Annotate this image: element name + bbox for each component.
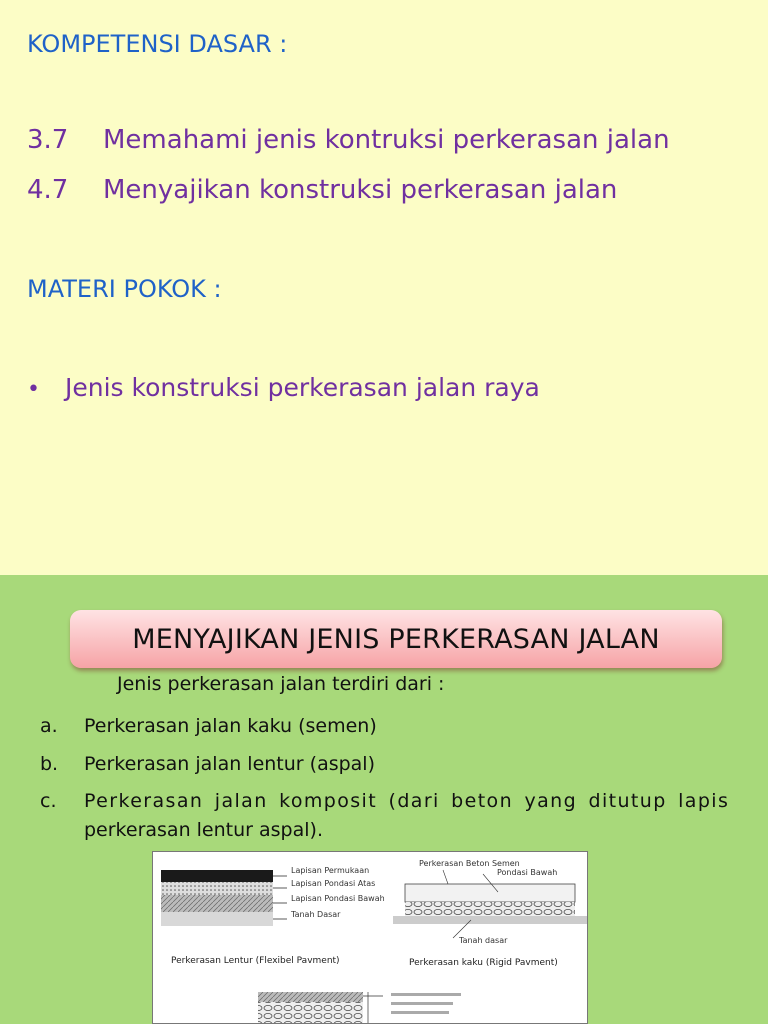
flex-layer-label: Lapisan Pondasi Bawah [291, 894, 385, 903]
materi-bullet [27, 373, 540, 402]
list-item [40, 790, 729, 812]
flex-caption: Perkerasan Lentur (Flexibel Pavment) [171, 956, 340, 966]
list-text: Perkerasan jalan lentur (aspal) [84, 753, 376, 775]
list-item [40, 715, 377, 737]
list-text: Perkerasan jalan kaku (semen) [84, 715, 377, 737]
flex-layer-label: Tanah Dasar [291, 910, 341, 919]
flex-layer-surface [161, 870, 273, 882]
competency-item [27, 125, 670, 155]
competency-number: 4.7 [27, 175, 69, 205]
list-label: b. [40, 753, 59, 775]
materi-text: Jenis konstruksi perkerasan jalan raya [65, 373, 540, 402]
pavement-diagram [152, 851, 588, 1024]
flex-layer-subgrade [161, 912, 273, 926]
intro-text: Jenis perkerasan jalan terdiri dari : [117, 673, 445, 695]
rigid-slab [405, 884, 575, 902]
competency-item [27, 175, 617, 205]
flex-layer-subbase [161, 895, 273, 912]
slide-title-box [70, 610, 722, 668]
list-label: c. [40, 790, 57, 812]
flex-layer-label: Lapisan Pondasi Atas [291, 879, 376, 888]
competency-number: 3.7 [27, 125, 69, 155]
competency-text: Memahami jenis kontruksi perkerasan jalan [103, 125, 670, 155]
composite-layers [258, 992, 363, 1002]
list-text-continuation: perkerasan lentur aspal). [84, 819, 323, 841]
bullet-icon: • [27, 377, 40, 402]
list-label: a. [40, 715, 58, 737]
slide-title: MENYAJIKAN JENIS PERKERASAN JALAN [132, 623, 660, 655]
rigid-label: Pondasi Bawah [497, 868, 558, 877]
flex-layer-base [161, 882, 273, 895]
rigid-label: Perkerasan Beton Semen [419, 859, 520, 868]
materi-pokok-heading: MATERI POKOK : [27, 275, 222, 303]
kompetensi-dasar-heading: KOMPETENSI DASAR : [27, 30, 288, 58]
rigid-caption: Perkerasan kaku (Rigid Pavment) [409, 958, 558, 968]
rigid-subgrade [393, 916, 587, 924]
rigid-subbase [405, 902, 575, 916]
flex-layer-label: Lapisan Permukaan [291, 866, 370, 875]
pavement-diagram-svg [153, 852, 588, 1024]
competency-text: Menyajikan konstruksi perkerasan jalan [103, 175, 618, 205]
rigid-label: Tanah dasar [459, 936, 508, 945]
list-text: Perkerasan jalan komposit (dari beton yang ditutup lapis [84, 790, 730, 812]
slide-pavement-types [0, 575, 768, 1024]
list-item [40, 753, 375, 775]
